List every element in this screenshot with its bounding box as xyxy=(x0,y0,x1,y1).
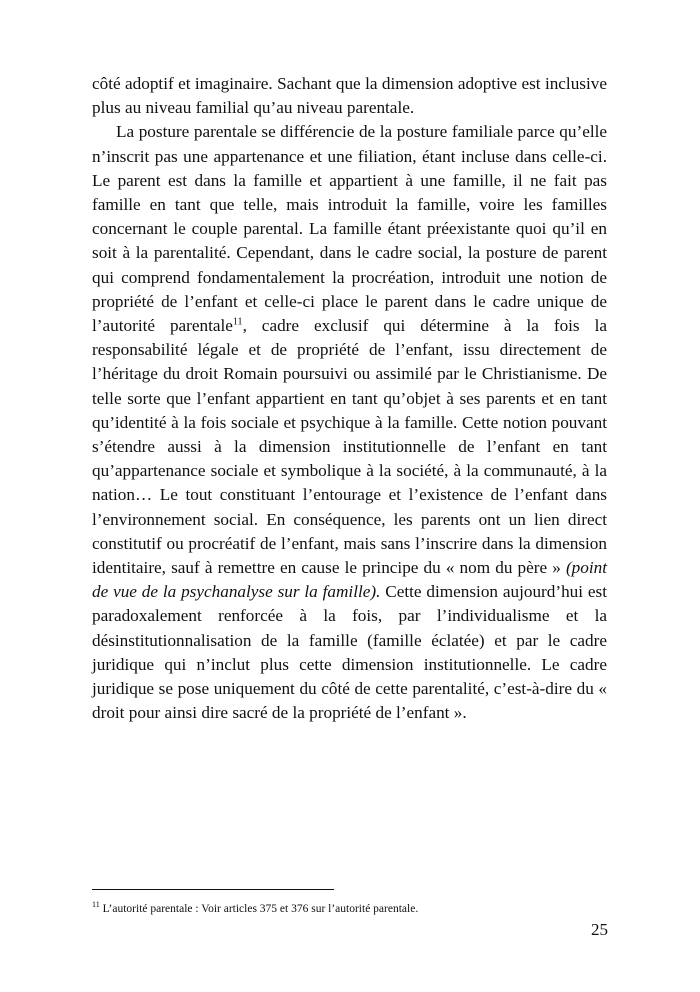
paragraph-2-text-c: Cette dimension aujourd’hui est paradoxalement renforcée à la fois, par l’individualisme et la désinstitutionnalisation de la famille (famille éclatée) et par le cadre juridique qui n’inclut plus cette dimension institutionnelle. Le cadre juridique se pose uniquement du côté de cette parentalité, c’est-à-dire du « droit pour ainsi dire sacré de la propriété de l’enfant ». xyxy=(92,582,607,723)
paragraph-2-text-a: La posture parentale se différencie de la posture familiale parce qu’elle n’inscrit pas une appartenance et une filiation, étant incluse dans celle-ci. Le parent est dans la famille et appartient à une famille, il ne fait pas famille en tant que telle, mais introduit la famille, voire les familles concernant le couple parental. La famille étant préexistante quoi qu’il en soit à la parentalité. Cependant, dans le cadre social, la posture de parent qui comprend fondamentalement la procréation, introduit une notion de propriété de l’enfant et celle-ci place le parent dans le cadre unique de l’autorité parentale xyxy=(92,122,607,336)
footnote-text: L’autorité parentale : Voir articles 375 et 376 sur l’autorité parentale. xyxy=(99,903,419,915)
page-number: 25 xyxy=(591,920,608,939)
paragraph-1: côté adoptif et imaginaire. Sachant que la dimension adoptive est inclusive plus au niveau familial qu’au niveau parentale. xyxy=(92,74,607,118)
footnote-divider xyxy=(92,889,334,890)
footnote-number: 11 xyxy=(92,900,100,910)
paragraph-2-text-b: , cadre exclusif qui détermine à la fois la responsabilité légale et de propriété de l’enfant, issu directement de l’héritage du droit Romain poursuivi ou assimilé par le Christianisme. De telle sorte que l’enfant appartient en tant qu’objet à ses parents et en tant qu’identité à la fois sociale et psychique à la famille. Cette notion pouvant s’étendre aussi à la dimension institutionnelle de l’enfant en tant qu’appartenance sociale et symbolique à la société, à la communauté, à la nation… Le tout constituant l’entourage et l’existence de l’enfant dans l’environnement social. En conséquence, les parents ont un lien direct constitutif ou procréatif de l’enfant, mais sans l’inscrire dans la dimension identitaire, sauf à remettre en cause le principe du « nom du père » xyxy=(92,316,607,578)
footnote-reference[interactable]: 11 xyxy=(232,316,243,328)
footnote xyxy=(92,902,607,916)
page-body xyxy=(92,72,607,725)
paragraph-2-italic: (point de vue de la psychanalyse sur la famille). xyxy=(92,558,607,602)
paragraph-2 xyxy=(92,120,607,725)
